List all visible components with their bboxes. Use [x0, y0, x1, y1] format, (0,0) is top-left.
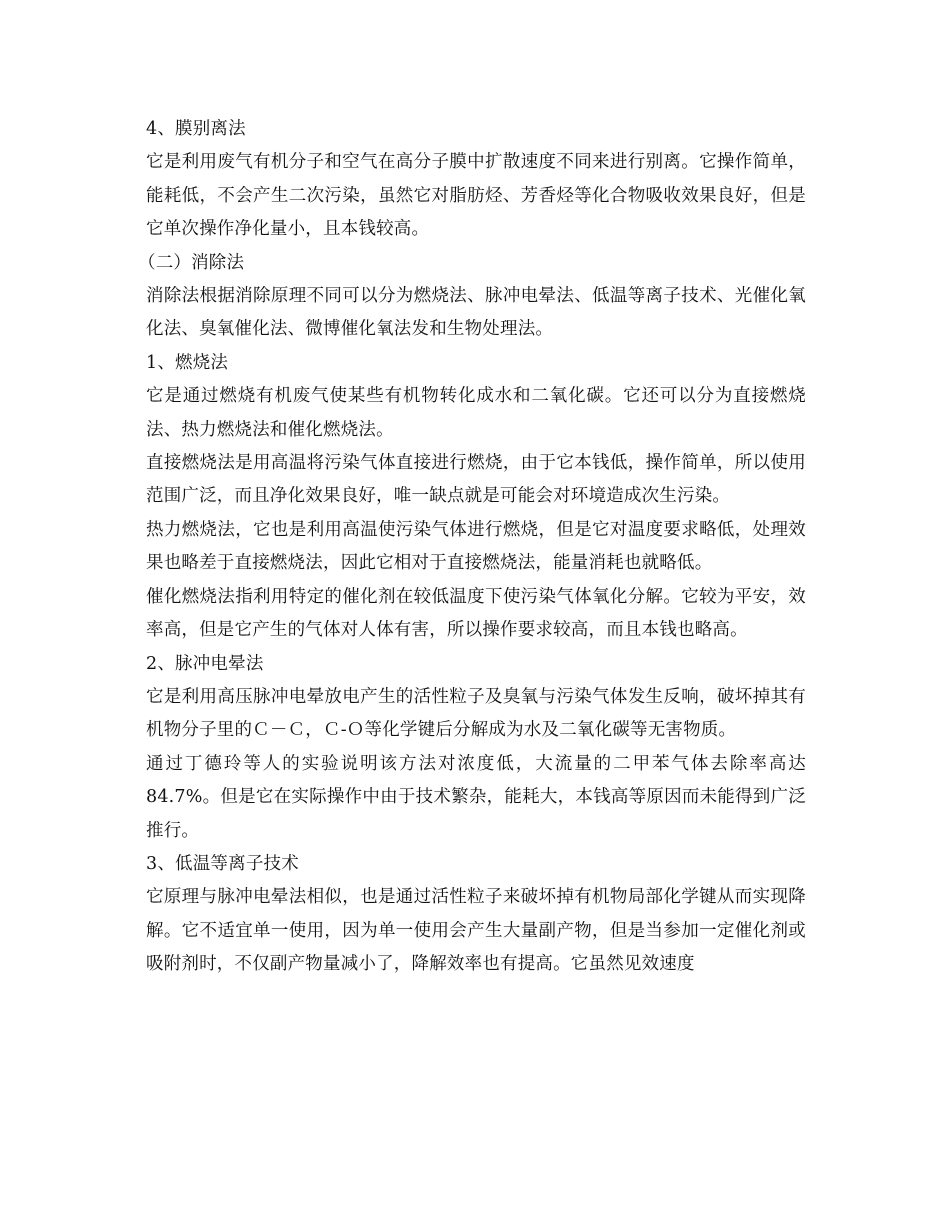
paragraph-low-temp-plasma: 它原理与脉冲电晕法相似，也是通过活性粒子来破坏掉有机物局部化学键从而实现降解。它不适宜单一使用，因为单一使用会产生大量副产物，但是当参加一定催化剂或吸附剂时，不仅副产物量减小了，降解效率也有提高。它虽然见效速度: [146, 887, 806, 975]
section-heading-membrane-separation: 4、膜别离法: [146, 119, 246, 139]
paragraph-pulse-corona-experiment: 通过丁德玲等人的实验说明该方法对浓度低，大流量的二甲苯气体去除率高达84.7%。但是它在实际操作中由于技术繁杂，能耗大，本钱高等原因而未能得到广泛推行。: [146, 753, 806, 841]
paragraph-membrane-separation: 它是利用废气有机分子和空气在高分子膜中扩散速度不同来进行别离。它操作简单，能耗低，不会产生二次污染，虽然它对脂肪烃、芳香烃等化合物吸收效果良好，但是它单次操作净化量小，且本钱较高。: [146, 152, 806, 240]
paragraph-direct-combustion: 直接燃烧法是用高温将污染气体直接进行燃烧，由于它本钱低，操作简单，所以使用范围广泛，而且净化效果良好，唯一缺点就是可能会对环境造成次生污染。: [146, 453, 806, 507]
paragraph-pulse-corona-principle: 它是利用高压脉冲电晕放电产生的活性粒子及臭氧与污染气体发生反响，破坏掉其有机物分子里的Ｃ－Ｃ，Ｃ-Ｏ等化学键后分解成为水及二氧化碳等无害物质。: [146, 686, 806, 741]
section-heading-elimination: （二）消除法: [138, 252, 245, 273]
section-heading-combustion: 1、燃烧法: [146, 352, 229, 373]
document-page: [138, 113, 806, 982]
section-heading-pulse-corona: 2、脉冲电晕法: [146, 653, 264, 674]
paragraph-catalytic-combustion: 催化燃烧法指利用特定的催化剂在较低温度下使污染气体氧化分解。它较为平安，效率高，但是它产生的气体对人体有害，所以操作要求较高，而且本钱也略高。: [146, 586, 806, 641]
section-heading-low-temp-plasma: 3、低温等离子技术: [146, 853, 299, 874]
paragraph-thermal-combustion: 热力燃烧法，它也是利用高温使污染气体进行燃烧，但是它对温度要求略低，处理效果也略差于直接燃烧法，因此它相对于直接燃烧法，能量消耗也就略低。: [146, 519, 806, 574]
paragraph-elimination-intro: 消除法根据消除原理不同可以分为燃烧法、脉冲电晕法、低温等离子技术、光催化氧化法、臭氧催化法、微博催化氧法发和生物处理法。: [146, 286, 806, 340]
paragraph-combustion-intro: 它是通过燃烧有机废气使某些有机物转化成水和二氧化碳。它还可以分为直接燃烧法、热力燃烧法和催化燃烧法。: [146, 386, 806, 440]
